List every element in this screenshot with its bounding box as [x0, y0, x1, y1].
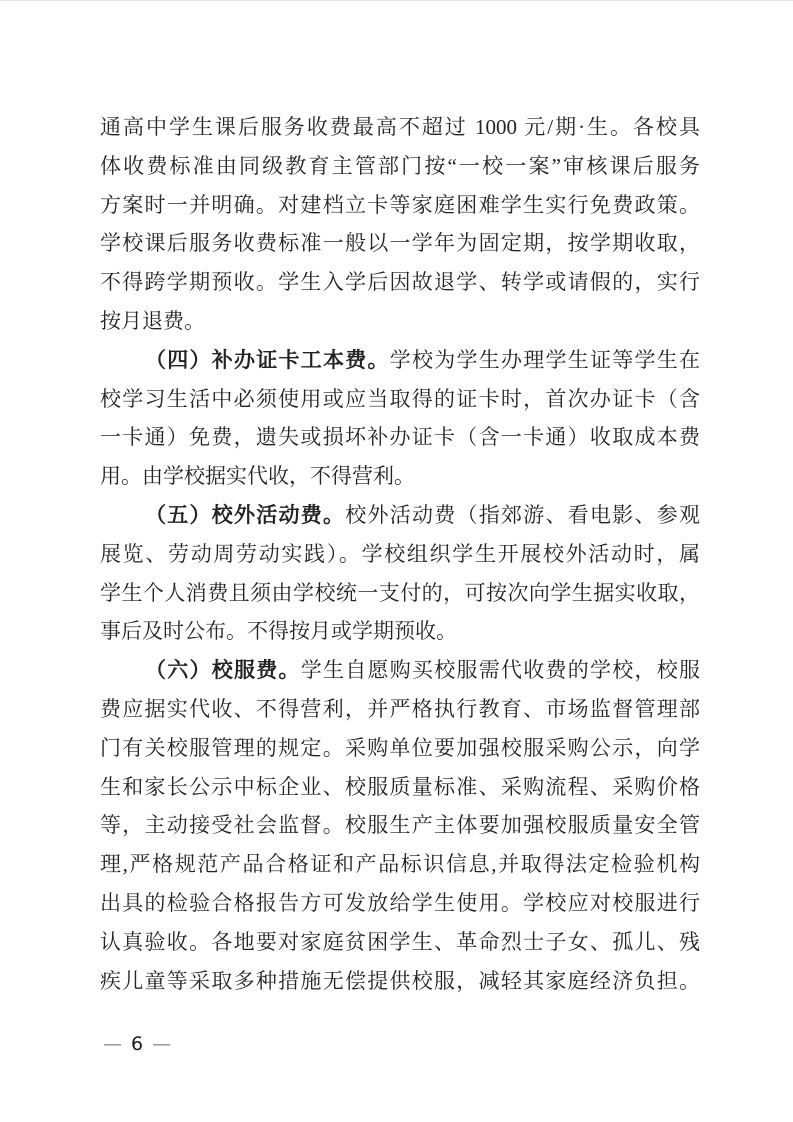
document-body	[100, 108, 700, 1000]
document-line: 不得跨学期预收。学生入学后因故退学、转学或请假的，实行	[100, 270, 700, 295]
footer-dash-right: —	[152, 1033, 172, 1055]
paragraph-lead-line	[100, 341, 700, 380]
document-line: 疾儿童等采取多种措施无偿提供校服，减轻其家庭经济负担。	[100, 968, 700, 993]
document-line: 校学习生活中必须使用或应当取得的证卡时，首次办证卡（含	[100, 386, 700, 411]
document-line: 费应据实代收、不得营利，并严格执行教育、市场监督管理部	[100, 696, 700, 721]
paragraph-lead-line	[100, 496, 700, 535]
document-line: 通高中学生课后服务收费最高不超过 1000 元/期·生。各校具	[100, 115, 700, 139]
document-line: 展览、劳动周劳动实践）。学校组织学生开展校外活动时，属	[100, 541, 700, 566]
page-footer	[103, 1033, 171, 1055]
line-text: 校外活动费（指郊游、看电影、参观	[345, 502, 700, 527]
line-text: 学生自愿购买校服需代收费的学校，校服	[300, 658, 700, 683]
document-line: 学校课后服务收费标准一般以一学年为固定期，按学期收取，	[100, 231, 700, 256]
paragraph-lead-line	[100, 651, 700, 690]
document-line: 生和家长公示中标企业、校服质量标准、采购流程、采购价格	[100, 774, 700, 799]
section-heading-4: （四）补办证卡工本费。	[145, 347, 390, 372]
document-line: 出具的检验合格报告方可发放给学生使用。学校应对校服进行	[100, 890, 700, 915]
page-number: 6	[131, 1033, 144, 1055]
footer-dash-left: —	[103, 1033, 122, 1055]
page-top-edge	[0, 0, 793, 1]
section-heading-5: （五）校外活动费。	[145, 502, 346, 527]
document-line: 方案时一并明确。对建档立卡等家庭困难学生实行免费政策。	[100, 192, 700, 217]
document-line: 学生个人消费且须由学校统一支付的，可按次向学生据实收取，	[100, 580, 700, 605]
document-line: 用。由学校据实代收，不得营利。	[100, 464, 415, 489]
document-line: 认真验收。各地要对家庭贫困学生、革命烈士子女、孤儿、残	[100, 929, 700, 954]
line-text: 学校为学生办理学生证等学生在	[389, 347, 700, 372]
document-line: 门有关校服管理的规定。采购单位要加强校服采购公示，向学	[100, 735, 700, 760]
document-line: 等，主动接受社会监督。校服生产主体要加强校服质量安全管	[100, 813, 700, 838]
document-line: 理,严格规范产品合格证和产品标识信息,并取得法定检验机构	[100, 852, 700, 877]
section-heading-6: （六）校服费。	[145, 658, 301, 683]
document-line: 事后及时公布。不得按月或学期预收。	[100, 619, 457, 644]
document-line: 体收费标准由同级教育主管部门按“一校一案”审核课后服务	[100, 153, 700, 178]
document-line: 一卡通）免费，遗失或损坏补办证卡（含一卡通）收取成本费	[100, 425, 700, 450]
document-line: 按月退费。	[100, 308, 205, 333]
